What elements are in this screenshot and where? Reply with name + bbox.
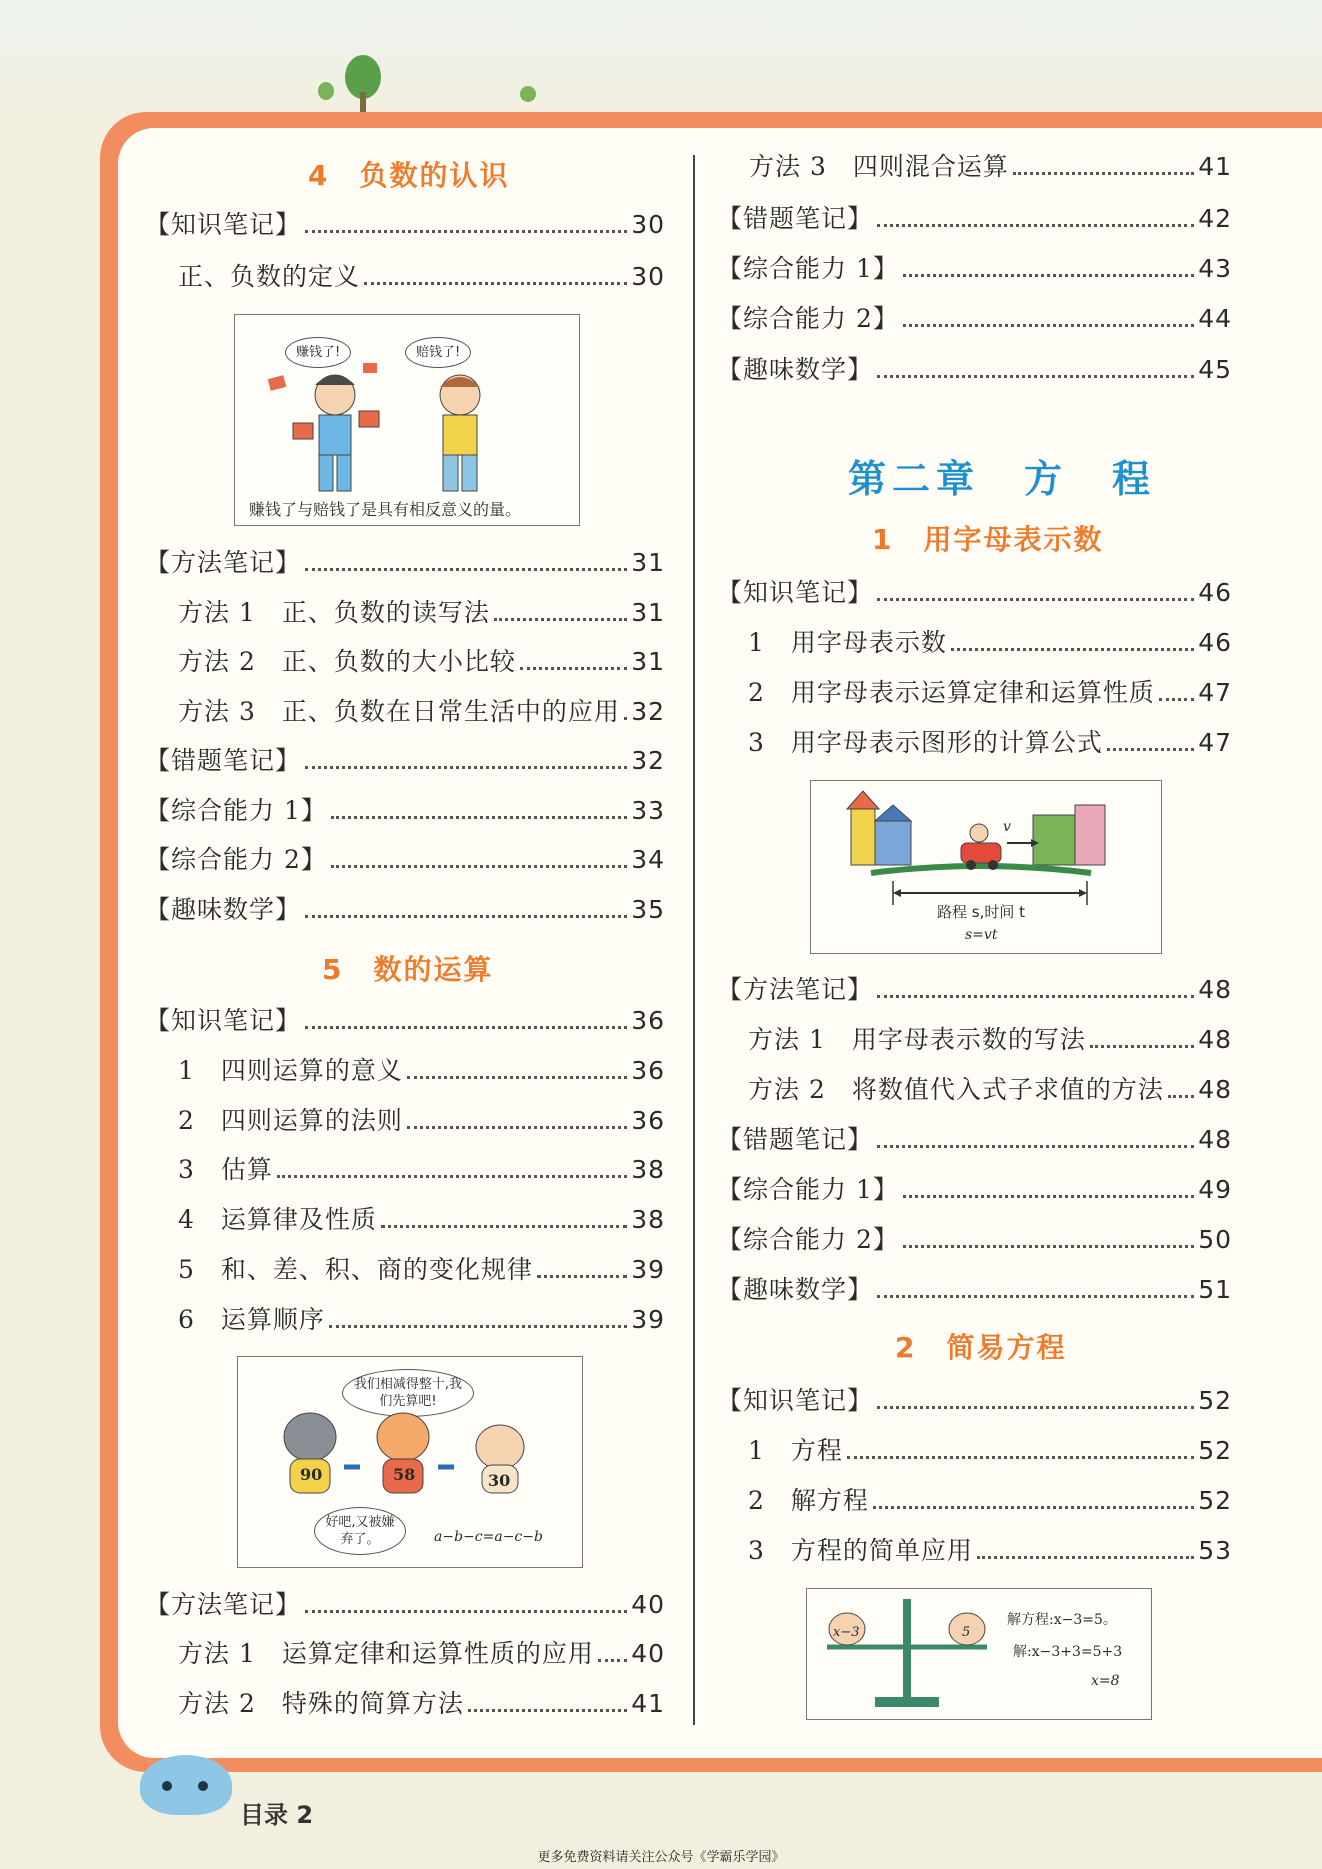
toc-row[interactable]: 【综合能力 1】 33 [145, 796, 665, 825]
footer-note: 更多免费资料请关注公众号《学霸乐学园》 [537, 1850, 785, 1865]
page-top-background [0, 0, 1322, 120]
toc-row[interactable]: 【综合能力 2】 44 [717, 304, 1232, 333]
section-title-5: 5 数的运算 [322, 953, 494, 986]
illustration-caption: 赚钱了与赔钱了是具有相反意义的量。 [249, 500, 522, 519]
illustration-caption: 路程 s,时间 t [937, 903, 1026, 921]
equation-line: 解方程:x−3=5。 [1007, 1612, 1117, 1628]
toc-row[interactable]: 4 运算律及性质 38 [178, 1205, 665, 1234]
formula-text: s=vt [965, 927, 998, 943]
toc-row[interactable]: 【趣味数学】 45 [717, 355, 1232, 384]
illustration-money [234, 314, 580, 526]
section-title-2: 2 简易方程 [895, 1331, 1067, 1364]
toc-row[interactable]: 3 估算 38 [178, 1155, 665, 1184]
toc-row[interactable]: 3 方程的简单应用 53 [748, 1536, 1232, 1565]
tree-icon [520, 86, 536, 102]
toc-row[interactable]: 【错题笔记】 48 [717, 1125, 1232, 1154]
number-label: 90 [300, 1465, 323, 1484]
illustration-balance [806, 1588, 1152, 1720]
toc-row[interactable]: 【错题笔记】 42 [717, 204, 1232, 233]
toc-row[interactable]: 【方法笔记】 48 [717, 975, 1232, 1004]
speech-bubble: 我们相减得整十,我们先算吧! [342, 1369, 474, 1417]
section-title-1: 1 用字母表示数 [872, 523, 1104, 556]
section-title-4: 4 负数的认识 [308, 159, 510, 192]
toc-row[interactable]: 【方法笔记】 31 [145, 548, 665, 577]
illustration-distance [810, 780, 1162, 954]
toc-row[interactable]: 1 用字母表示数 46 [748, 628, 1232, 657]
equation-line: 解:x−3+3=5+3 [1013, 1644, 1123, 1660]
toc-row[interactable]: 方法 1 用字母表示数的写法 48 [748, 1025, 1232, 1054]
toc-row[interactable]: 2 四则运算的法则 36 [178, 1106, 665, 1135]
toc-row[interactable]: 【趣味数学】 51 [717, 1275, 1232, 1304]
toc-row[interactable]: 方法 3 四则混合运算 41 [749, 152, 1232, 181]
toc-row[interactable]: 1 方程 52 [748, 1436, 1232, 1465]
velocity-label: v [1003, 819, 1011, 835]
chapter-title: 第二章 方 程 [848, 457, 1157, 501]
illustration-animals [237, 1356, 583, 1568]
speech-bubble: 赚钱了! [285, 337, 351, 368]
toc-row[interactable]: 【知识笔记】 36 [145, 1006, 665, 1035]
toc-row[interactable]: 【方法笔记】 40 [145, 1590, 665, 1619]
toc-row[interactable]: 方法 3 正、负数在日常生活中的应用 32 [178, 697, 665, 726]
speech-bubble: 赔钱了! [405, 337, 471, 368]
speech-bubble: 好吧,又被嫌弃了。 [314, 1507, 406, 1555]
number-label: 58 [393, 1465, 416, 1484]
equation-line: x=8 [1091, 1673, 1120, 1689]
toc-row[interactable]: 【知识笔记】 30 [145, 210, 665, 239]
toc-row[interactable]: 方法 2 正、负数的大小比较 31 [178, 647, 665, 676]
toc-row[interactable]: 方法 1 运算定律和运算性质的应用 40 [178, 1639, 665, 1668]
toc-row[interactable]: 1 四则运算的意义 36 [178, 1056, 665, 1085]
toc-row[interactable]: 3 用字母表示图形的计算公式 47 [748, 728, 1232, 757]
page-label: 目录 2 [240, 1801, 314, 1829]
toc-row[interactable]: 正、负数的定义 30 [178, 262, 665, 291]
toc-row[interactable]: 2 用字母表示运算定律和运算性质 47 [748, 678, 1232, 707]
toc-row[interactable]: 6 运算顺序 39 [178, 1305, 665, 1334]
number-label: 30 [488, 1471, 511, 1490]
toc-row[interactable]: 【知识笔记】 46 [717, 578, 1232, 607]
toc-row[interactable]: 【趣味数学】 35 [145, 895, 665, 924]
toc-row[interactable]: 5 和、差、积、商的变化规律 39 [178, 1255, 665, 1284]
column-divider [693, 155, 695, 1725]
toc-row[interactable]: 【知识笔记】 52 [717, 1386, 1232, 1415]
pan-label: x−3 [833, 1625, 860, 1640]
toc-row[interactable]: 2 解方程 52 [748, 1486, 1232, 1515]
toc-row[interactable]: 方法 1 正、负数的读写法 31 [178, 598, 665, 627]
kids-figure-icon [235, 315, 579, 525]
toc-row[interactable]: 【综合能力 2】 50 [717, 1225, 1232, 1254]
formula-text: a−b−c=a−c−b [434, 1529, 543, 1545]
toc-row[interactable]: 方法 2 将数值代入式子求值的方法 48 [748, 1075, 1232, 1104]
toc-row[interactable]: 【综合能力 2】 34 [145, 845, 665, 874]
toc-row[interactable]: 方法 2 特殊的简算方法 41 [178, 1689, 665, 1718]
pan-label: 5 [962, 1625, 971, 1640]
toc-row[interactable]: 【综合能力 1】 43 [717, 254, 1232, 283]
toc-row[interactable]: 【错题笔记】 32 [145, 746, 665, 775]
tree-icon [318, 82, 334, 100]
toc-row[interactable]: 【综合能力 1】 49 [717, 1175, 1232, 1204]
whale-mascot-icon [140, 1755, 232, 1815]
tree-trunk [360, 92, 366, 114]
